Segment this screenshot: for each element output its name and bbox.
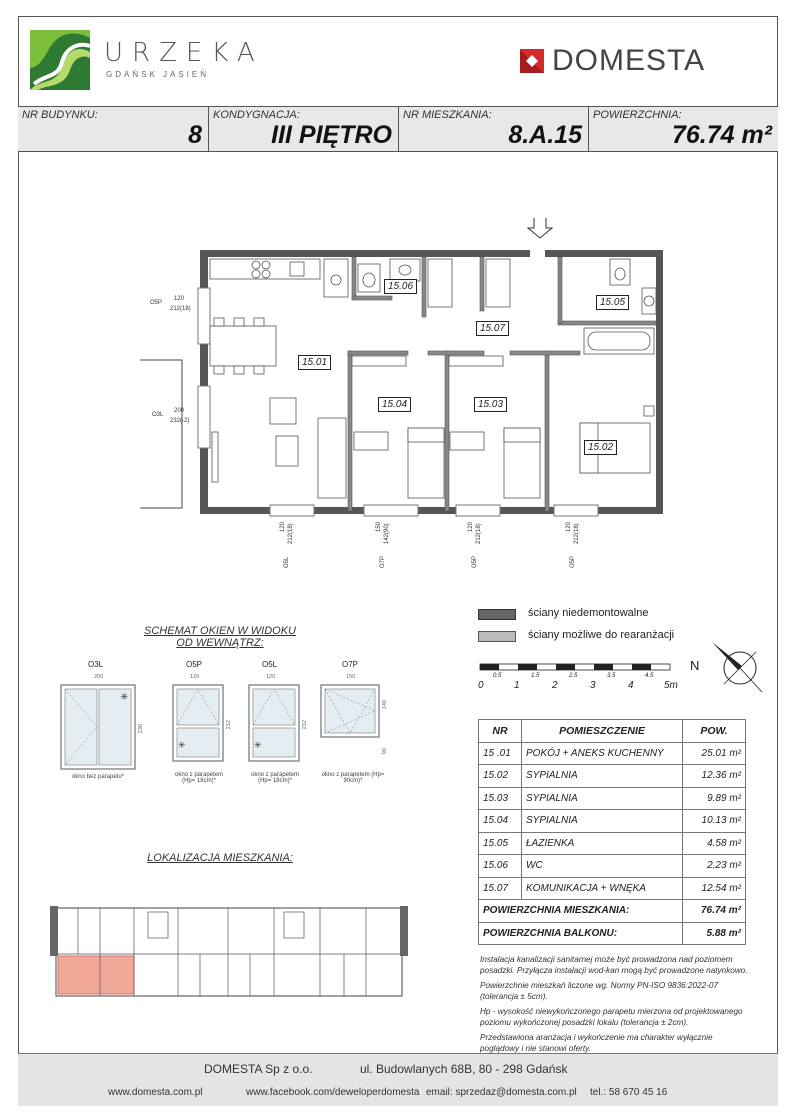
total-balcony-value: 5.88 m²	[683, 922, 746, 945]
urzeka-logo-subtext: GDAŃSK JASIEŃ	[106, 70, 210, 79]
room-area: 9.89 m²	[683, 787, 746, 810]
window-o5p-height: 212	[226, 720, 232, 730]
room-name: POKÓJ + ANEKS KUCHENNY	[522, 742, 683, 765]
legend-movable-swatch	[478, 631, 516, 642]
kitchen-counter	[210, 259, 348, 297]
north-arrow	[690, 636, 770, 696]
floor-label: KONDYGNACJA:	[213, 109, 300, 121]
window-o5l-height: 212	[302, 720, 308, 730]
room-label-15-01: 15.01	[298, 355, 331, 370]
building-label: NR BUDYNKU:	[22, 109, 98, 121]
total-living-value: 76.74 m²	[683, 900, 746, 923]
header-nr: NR	[479, 720, 522, 743]
room-label-15-03: 15.03	[474, 397, 507, 412]
floor-value: III PIĘTRO	[271, 121, 392, 149]
svg-text:✳: ✳	[120, 692, 129, 703]
window-o5p-name: O5P	[186, 660, 203, 669]
window-tag-b3-dim: 120	[468, 521, 474, 532]
domesta-logo-text: DOMESTA	[552, 44, 706, 77]
window-tag-o3l-dim2: 232(-2)	[170, 418, 190, 424]
room-nr: 15 .01	[479, 742, 522, 765]
apartment-value: 8.A.15	[508, 121, 582, 149]
room-area: 12.54 m²	[683, 877, 746, 900]
room-nr: 15.05	[479, 832, 522, 855]
room-nr: 15.03	[479, 787, 522, 810]
table-row	[479, 765, 746, 788]
table-row	[479, 742, 746, 765]
room-name: WC	[522, 855, 683, 878]
room-label-15-02: 15.02	[584, 440, 617, 455]
window-o5l-width: 120	[266, 674, 276, 680]
window-tag-b2-dim2: 142(90)	[384, 523, 390, 544]
window-o5p-icon	[172, 684, 224, 762]
urzeka-logo-mark	[28, 28, 92, 92]
rooms-table-header	[479, 720, 746, 743]
table-row	[479, 810, 746, 833]
room-area: 12.36 m²	[683, 765, 746, 788]
footer-phone: tel.: 58 670 45 16	[590, 1087, 668, 1098]
room-name: SYPIALNIA	[522, 787, 683, 810]
scale-minor-2: 2.5	[569, 673, 578, 679]
room-name: KOMUNIKACJA + WNĘKA	[522, 877, 683, 900]
scale-major-3: 3	[590, 680, 596, 691]
total-living-row	[479, 900, 746, 923]
window-tag-b1: O5L	[284, 556, 290, 568]
notes	[480, 955, 750, 1054]
scale-major-5: 5m	[664, 680, 678, 691]
table-row	[479, 877, 746, 900]
urzeka-logo-text: URZEKA	[104, 38, 264, 68]
window-tag-b1-dim: 120	[280, 521, 286, 532]
legend-fixed-swatch	[478, 609, 516, 620]
footer-company: DOMESTA Sp z o.o.	[204, 1062, 313, 1076]
window-o7p-name: O7P	[342, 660, 359, 669]
building-cell	[18, 107, 208, 151]
legend-fixed-label: ściany niedemontowalne	[528, 607, 649, 619]
area-label: POWIERZCHNIA:	[593, 109, 682, 121]
total-balcony-label: POWIERZCHNIA BALKONU:	[479, 922, 683, 945]
window-tag-b3: O5P	[472, 555, 478, 568]
window-schema-o7p	[318, 660, 398, 800]
note-2: Powierzchnie mieszkań liczone wg. Normy PN-ISO 9836:2022-07 (tolerancja ± 5cm).	[480, 981, 718, 1001]
north-label: N	[690, 658, 700, 673]
scale-bar	[478, 662, 688, 696]
window-tag-o5p-top-dim2: 212(18)	[170, 306, 191, 312]
room-area: 4.58 m²	[683, 832, 746, 855]
scale-minor-0: 0.5	[493, 673, 502, 679]
footer-facebook-link[interactable]: www.facebook.com/deweloperdomesta	[246, 1087, 420, 1098]
entrance-arrow-icon	[528, 218, 552, 238]
scale-major-4: 4	[628, 680, 634, 691]
note-3: Hp - wysokość niewykończonego parapetu mierzona od projektowanego poziomu wykończonej posadzki lokalu (tolerancja ± 2cm).	[480, 1007, 743, 1027]
window-tag-b2: O7P	[380, 555, 386, 568]
floor-cell	[208, 107, 398, 151]
footer-email-link[interactable]: email: sprzedaz@domesta.com.pl	[426, 1087, 577, 1098]
scale-minor-4: 4.5	[645, 673, 654, 679]
window-tag-o3l: O3L	[152, 412, 164, 418]
room-name: SYPIALNIA	[522, 810, 683, 833]
window-tag-b4: O5P	[570, 555, 576, 568]
room-label-15-07: 15.07	[476, 321, 509, 336]
room-area: 25.01 m²	[683, 742, 746, 765]
window-tag-o5p-top-dim: 120	[174, 296, 185, 302]
room-label-15-04: 15.04	[378, 397, 411, 412]
room-area: 2.23 m²	[683, 855, 746, 878]
window-o5l-icon	[248, 684, 300, 762]
domesta-logo	[518, 44, 768, 78]
window-tag-o5p-top: O5P	[150, 300, 163, 306]
window-schema-o5p	[168, 660, 238, 800]
room-label-15-06: 15.06	[384, 279, 417, 294]
windows-schema-title-2: OD WEWNĄTRZ:	[176, 637, 264, 649]
location-plan	[48, 898, 410, 1002]
location-highlight	[58, 956, 134, 994]
scale-major-1: 1	[514, 680, 520, 691]
window-o7p-width: 150	[346, 674, 356, 680]
room-name: SYPIALNIA	[522, 765, 683, 788]
window-o3l-width: 200	[94, 674, 104, 680]
living-furniture	[212, 398, 346, 498]
room-label-15-05: 15.05	[596, 295, 629, 310]
window-o5p-caption: okno z parapetem (Hp= 18cm)*	[174, 772, 224, 784]
rooms-table	[478, 719, 746, 945]
apartment-info-bar	[18, 106, 778, 152]
room-area: 10.13 m²	[683, 810, 746, 833]
window-o3l-icon	[60, 684, 136, 770]
room-name: ŁAZIENKA	[522, 832, 683, 855]
table-row	[479, 832, 746, 855]
window-schema-o5l	[244, 660, 314, 800]
header-room: POMIESZCZENIE	[522, 720, 683, 743]
room-nr: 15.02	[479, 765, 522, 788]
footer-website-link[interactable]: www.domesta.com.pl	[108, 1087, 203, 1098]
total-balcony-row	[479, 922, 746, 945]
area-value: 76.74 m²	[671, 121, 772, 149]
apartment-label: NR MIESZKANIA:	[403, 109, 492, 121]
scale-major-2: 2	[552, 680, 558, 691]
table-row	[479, 855, 746, 878]
building-value: 8	[188, 121, 202, 149]
apartment-cell	[398, 107, 588, 151]
legend-movable-label: ściany możliwe do rearanżacji	[528, 629, 675, 641]
urzeka-logo	[28, 28, 264, 94]
window-o7p-height: 140	[382, 700, 388, 710]
svg-text:✳: ✳	[254, 740, 262, 750]
room-nr: 15.07	[479, 877, 522, 900]
location-title: LOKALIZACJA MIESZKANIA:	[147, 852, 293, 864]
window-o7p-height2: 90	[382, 748, 388, 755]
room-nr: 15.04	[479, 810, 522, 833]
window-o3l-name: O3L	[88, 660, 104, 669]
window-o3l-caption: okno bez parapetu*	[71, 774, 125, 780]
note-4: Przedstawiona aranżacja i wykończenie ma charakter wyłącznie poglądowy i nie stanowi oferty.	[480, 1033, 713, 1053]
domesta-logo-mark	[518, 47, 546, 75]
window-o5l-caption: okno z parapetem (Hp= 18cm)*	[250, 772, 300, 784]
window-tag-b4-dim2: 212(18)	[574, 523, 580, 544]
window-tag-b1-dim2: 212(18)	[288, 523, 294, 544]
windows-schema-title-1: SCHEMAT OKIEN W WIDOKU	[144, 625, 296, 637]
window-tag-o3l-dim: 200	[174, 408, 185, 414]
window-o7p-caption: okno z parapetem (Hp= 90cm)*	[321, 772, 385, 784]
window-o5p-width: 120	[190, 674, 200, 680]
area-cell	[588, 107, 778, 151]
window-tag-b3-dim2: 212(18)	[476, 523, 482, 544]
window-o7p-icon	[320, 684, 380, 738]
room-nr: 15.06	[479, 855, 522, 878]
compass-icon	[706, 636, 766, 696]
note-1: Instalacja kanalizacji sanitarnej może być prowadzona nad poziomem posadzki. Przyłącza instalacji wod-kan mogą być prowadzone natynkowo.	[480, 955, 748, 975]
dining-table	[210, 318, 276, 374]
window-o3l-height: 230	[138, 724, 144, 734]
footer-address: ul. Budowlanych 68B, 80 - 298 Gdańsk	[360, 1062, 568, 1076]
total-living-label: POWIERZCHNIA MIESZKANIA:	[479, 900, 683, 923]
scale-minor-1: 1.5	[531, 673, 540, 679]
scale-minor-3: 3.5	[607, 673, 616, 679]
window-o5l-name: O5L	[262, 660, 278, 669]
header-area: POW.	[683, 720, 746, 743]
window-schema-o3l	[58, 660, 146, 800]
table-row	[479, 787, 746, 810]
window-tag-b4-dim: 120	[566, 521, 572, 532]
window-tag-b2-dim: 150	[376, 521, 382, 532]
balcony	[140, 360, 182, 508]
scale-major-0: 0	[478, 680, 484, 691]
footer	[18, 1053, 778, 1106]
svg-text:✳: ✳	[178, 740, 186, 750]
